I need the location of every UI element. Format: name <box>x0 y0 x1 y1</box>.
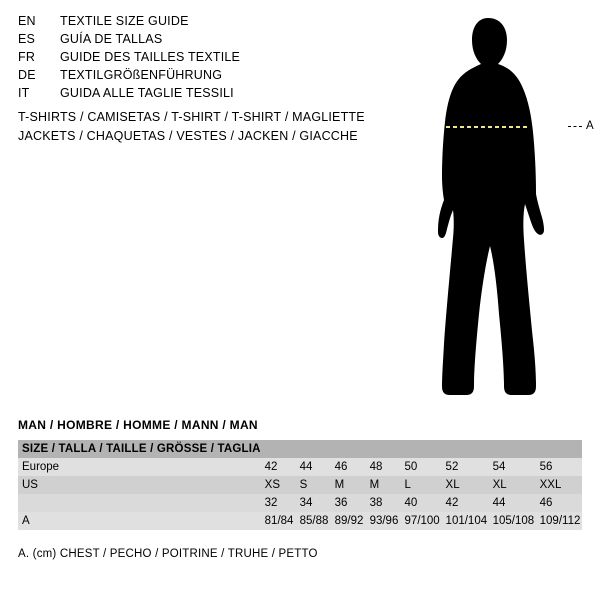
row-value: 85/88 <box>296 512 331 530</box>
category-block <box>18 110 438 148</box>
table-row <box>18 512 582 530</box>
language-row <box>18 86 418 104</box>
table-header-spacer <box>331 440 366 458</box>
row-value: 93/96 <box>366 512 401 530</box>
category-line-jackets: JACKETS / CHAQUETAS / VESTES / JACKEN / GIACCHE <box>18 129 358 143</box>
table-header-spacer <box>442 440 489 458</box>
row-value: 44 <box>296 458 331 476</box>
table-header-spacer <box>366 440 401 458</box>
row-value: 44 <box>489 494 536 512</box>
row-value: 101/104 <box>442 512 489 530</box>
language-text: GUIDE DES TAILLES TEXTILE <box>60 50 241 64</box>
table-row <box>18 458 582 476</box>
language-text: TEXTILGRÖßENFÜHRUNG <box>60 68 223 82</box>
row-value: S <box>296 476 331 494</box>
language-code: EN <box>18 14 36 28</box>
silhouette-icon <box>420 14 590 399</box>
language-code: DE <box>18 68 36 82</box>
row-label: A <box>18 512 261 530</box>
table-header-spacer <box>296 440 331 458</box>
row-value: 42 <box>261 458 296 476</box>
row-label <box>18 494 261 512</box>
table-header-spacer <box>261 440 296 458</box>
row-value: 109/112 <box>536 512 582 530</box>
table-row <box>18 494 582 512</box>
row-value: 46 <box>331 458 366 476</box>
language-code: ES <box>18 32 36 46</box>
language-text: GUÍA DE TALLAS <box>60 32 163 46</box>
row-label: Europe <box>18 458 261 476</box>
row-value: XS <box>261 476 296 494</box>
row-value: 34 <box>296 494 331 512</box>
row-value: XL <box>489 476 536 494</box>
language-text: GUIDA ALLE TAGLIE TESSILI <box>60 86 234 100</box>
row-value: 32 <box>261 494 296 512</box>
measurement-footnote: A. (cm) CHEST / PECHO / POITRINE / TRUHE / PETTO <box>18 548 318 560</box>
language-code: FR <box>18 50 36 64</box>
language-row <box>18 14 418 32</box>
row-value: 54 <box>489 458 536 476</box>
row-value: 105/108 <box>489 512 536 530</box>
male-silhouette-figure <box>420 14 594 399</box>
language-title-block <box>18 14 418 104</box>
table-header-spacer <box>489 440 536 458</box>
row-value: 42 <box>442 494 489 512</box>
row-value: 97/100 <box>401 512 442 530</box>
language-row <box>18 32 418 50</box>
language-code: IT <box>18 86 30 100</box>
table-row <box>18 476 582 494</box>
row-value: 89/92 <box>331 512 366 530</box>
language-row <box>18 68 418 86</box>
row-value: 81/84 <box>261 512 296 530</box>
row-value: M <box>331 476 366 494</box>
language-text: TEXTILE SIZE GUIDE <box>60 14 189 28</box>
row-value: 40 <box>401 494 442 512</box>
table-header-row <box>18 440 582 458</box>
measure-label-a <box>568 120 594 132</box>
row-value: 46 <box>536 494 582 512</box>
table-header-spacer <box>401 440 442 458</box>
table-header-label: SIZE / TALLA / TAILLE / GRÖSSE / TAGLIA <box>18 440 261 458</box>
row-value: L <box>401 476 442 494</box>
measure-leader-line <box>568 126 582 127</box>
row-value: XL <box>442 476 489 494</box>
row-value: M <box>366 476 401 494</box>
row-value: XXL <box>536 476 582 494</box>
row-value: 50 <box>401 458 442 476</box>
table-title: MAN / HOMBRE / HOMME / MANN / MAN <box>18 418 258 432</box>
language-row <box>18 50 418 68</box>
row-value: 48 <box>366 458 401 476</box>
measure-letter: A <box>586 120 594 132</box>
row-value: 52 <box>442 458 489 476</box>
row-value: 38 <box>366 494 401 512</box>
row-value: 36 <box>331 494 366 512</box>
table-header-spacer <box>536 440 582 458</box>
row-label: US <box>18 476 261 494</box>
category-line-tshirts: T-SHIRTS / CAMISETAS / T-SHIRT / T-SHIRT / MAGLIETTE <box>18 110 365 124</box>
row-value: 56 <box>536 458 582 476</box>
size-table <box>18 440 582 530</box>
